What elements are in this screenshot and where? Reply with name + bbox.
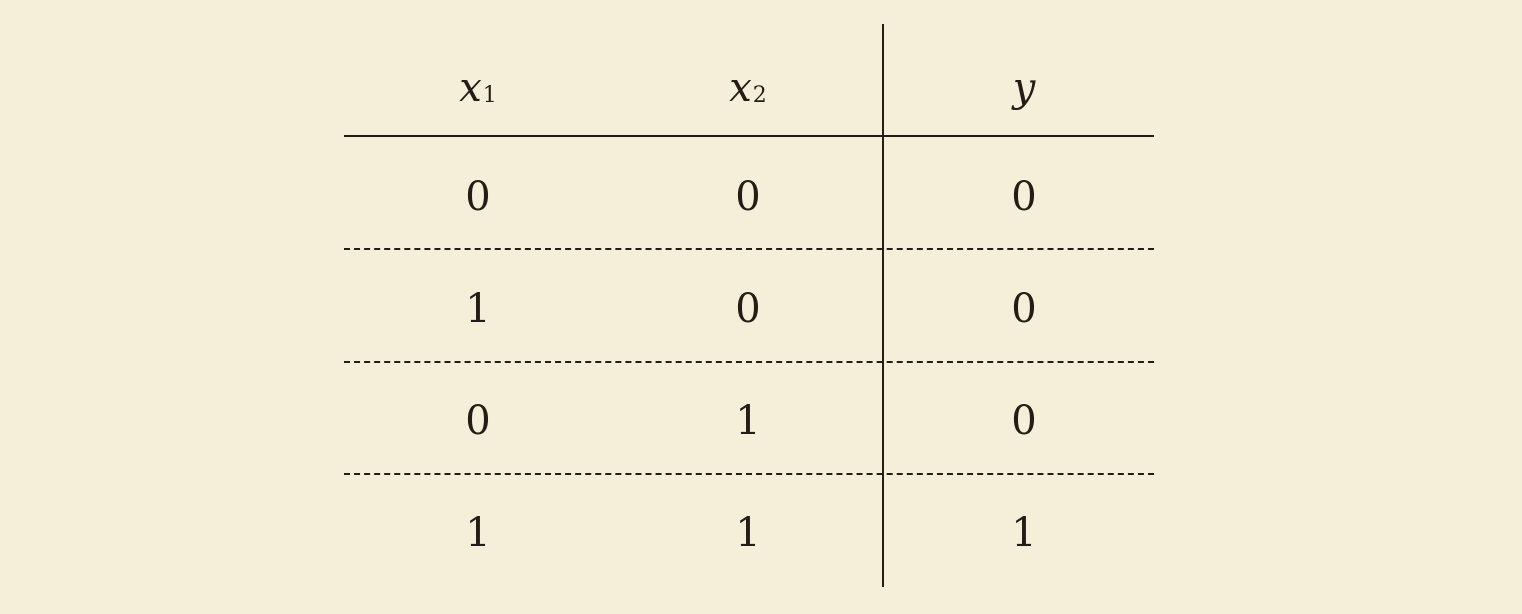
- table-row: [344, 253, 1154, 365]
- cell-y: 0: [1011, 398, 1037, 444]
- header-row: [344, 32, 1154, 144]
- cell-x1: 0: [465, 398, 491, 444]
- cell-x1: 0: [465, 174, 491, 220]
- cell-x2: 1: [735, 510, 761, 556]
- cell-y: 0: [1011, 174, 1037, 220]
- cell-x1: 1: [465, 510, 491, 556]
- cell-x2: 1: [735, 398, 761, 444]
- header-x2: x 2: [729, 65, 767, 111]
- table-row: [344, 365, 1154, 477]
- cell-y: 0: [1011, 286, 1037, 332]
- cell-x2: 0: [735, 286, 761, 332]
- cell-x1: 1: [465, 286, 491, 332]
- cell-x2: 0: [735, 174, 761, 220]
- header-y: y: [1012, 65, 1036, 111]
- truth-table: [344, 24, 1154, 587]
- table-row: [344, 477, 1154, 589]
- header-x1: x 1: [459, 65, 497, 111]
- table-row: [344, 141, 1154, 253]
- cell-y: 1: [1011, 510, 1037, 556]
